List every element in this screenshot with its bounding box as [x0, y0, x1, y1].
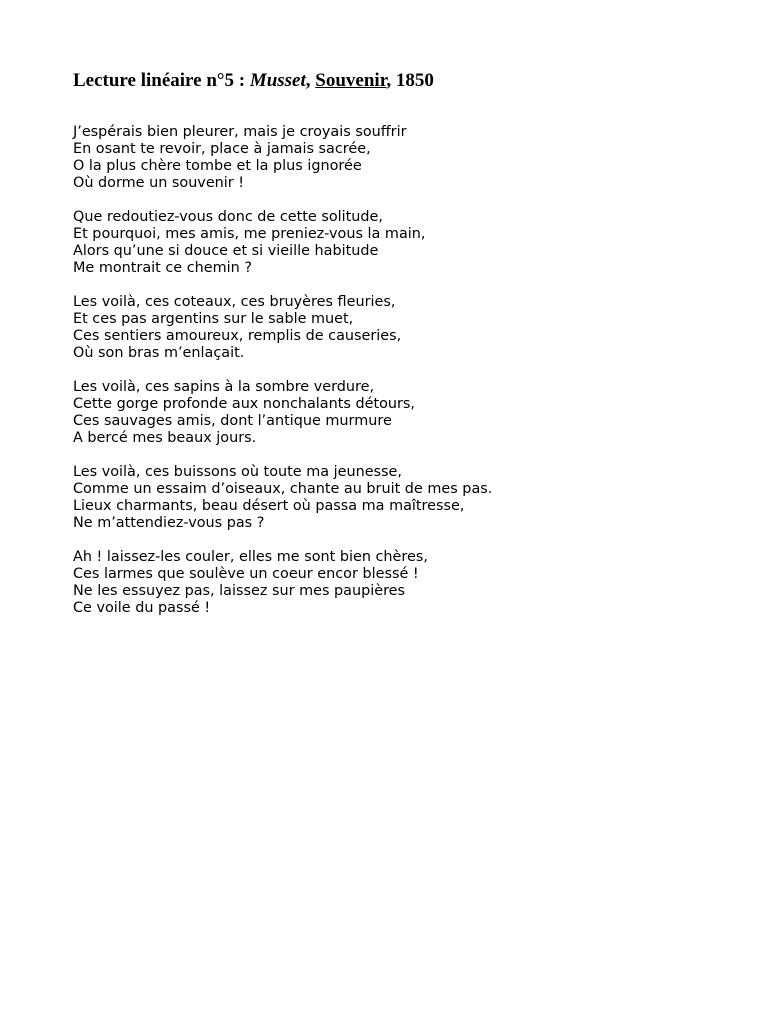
stanza-3: [73, 294, 713, 362]
poem-line: Les voilà, ces buissons où toute ma jeunesse,: [73, 464, 402, 480]
poem-line: En osant te revoir, place à jamais sacrée,: [73, 141, 371, 157]
poem: [73, 124, 713, 617]
stanza-6: [73, 549, 713, 617]
poem-line: Les voilà, ces sapins à la sombre verdure,: [73, 379, 375, 395]
poem-line: Alors qu’une si douce et si vieille habitude: [73, 243, 379, 259]
poem-line: Me montrait ce chemin ?: [73, 260, 252, 276]
poem-line: Que redoutiez-vous donc de cette solitude,: [73, 209, 383, 225]
poem-line: Ne m’attendiez-vous pas ?: [73, 515, 265, 531]
poem-line: Où dorme un souvenir !: [73, 175, 245, 191]
stanza-5: [73, 464, 713, 532]
poem-line: Ne les essuyez pas, laissez sur mes paupières: [73, 583, 406, 599]
poem-line: Ce voile du passé !: [73, 600, 211, 616]
poem-line: Et ces pas argentins sur le sable muet,: [73, 311, 354, 327]
poem-line: A bercé mes beaux jours.: [73, 430, 257, 446]
poem-line: Comme un essaim d’oiseaux, chante au bruit de mes pas.: [73, 481, 493, 497]
poem-line: Ces larmes que soulève un coeur encor blessé !: [73, 566, 419, 582]
stanza-1: [73, 124, 713, 192]
title-author: Musset: [249, 70, 306, 91]
title-label: Lecture linéaire n°5 :: [73, 70, 246, 91]
poem-line: Ces sauvages amis, dont l’antique murmure: [73, 413, 392, 429]
title-separator-2: ,: [386, 70, 396, 91]
poem-line: Cette gorge profonde aux nonchalants détours,: [73, 396, 415, 412]
title-year: 1850: [395, 70, 434, 91]
title-separator-1: ,: [305, 70, 316, 91]
document-page: [73, 68, 713, 634]
poem-line: Ah ! laissez-les couler, elles me sont bien chères,: [73, 549, 428, 565]
poem-line: Lieux charmants, beau désert où passa ma maîtresse,: [73, 498, 465, 514]
stanza-2: [73, 209, 713, 277]
poem-line: J’espérais bien pleurer, mais je croyais souffrir: [73, 124, 407, 140]
title-work: Souvenir: [315, 70, 387, 91]
stanza-4: [73, 379, 713, 447]
poem-line: O la plus chère tombe et la plus ignorée: [73, 158, 362, 174]
document-title: [73, 68, 713, 94]
poem-line: Où son bras m’enlaçait.: [73, 345, 245, 361]
poem-line: Et pourquoi, mes amis, me preniez-vous la main,: [73, 226, 426, 242]
poem-line: Ces sentiers amoureux, remplis de causeries,: [73, 328, 402, 344]
poem-line: Les voilà, ces coteaux, ces bruyères fleuries,: [73, 294, 396, 310]
